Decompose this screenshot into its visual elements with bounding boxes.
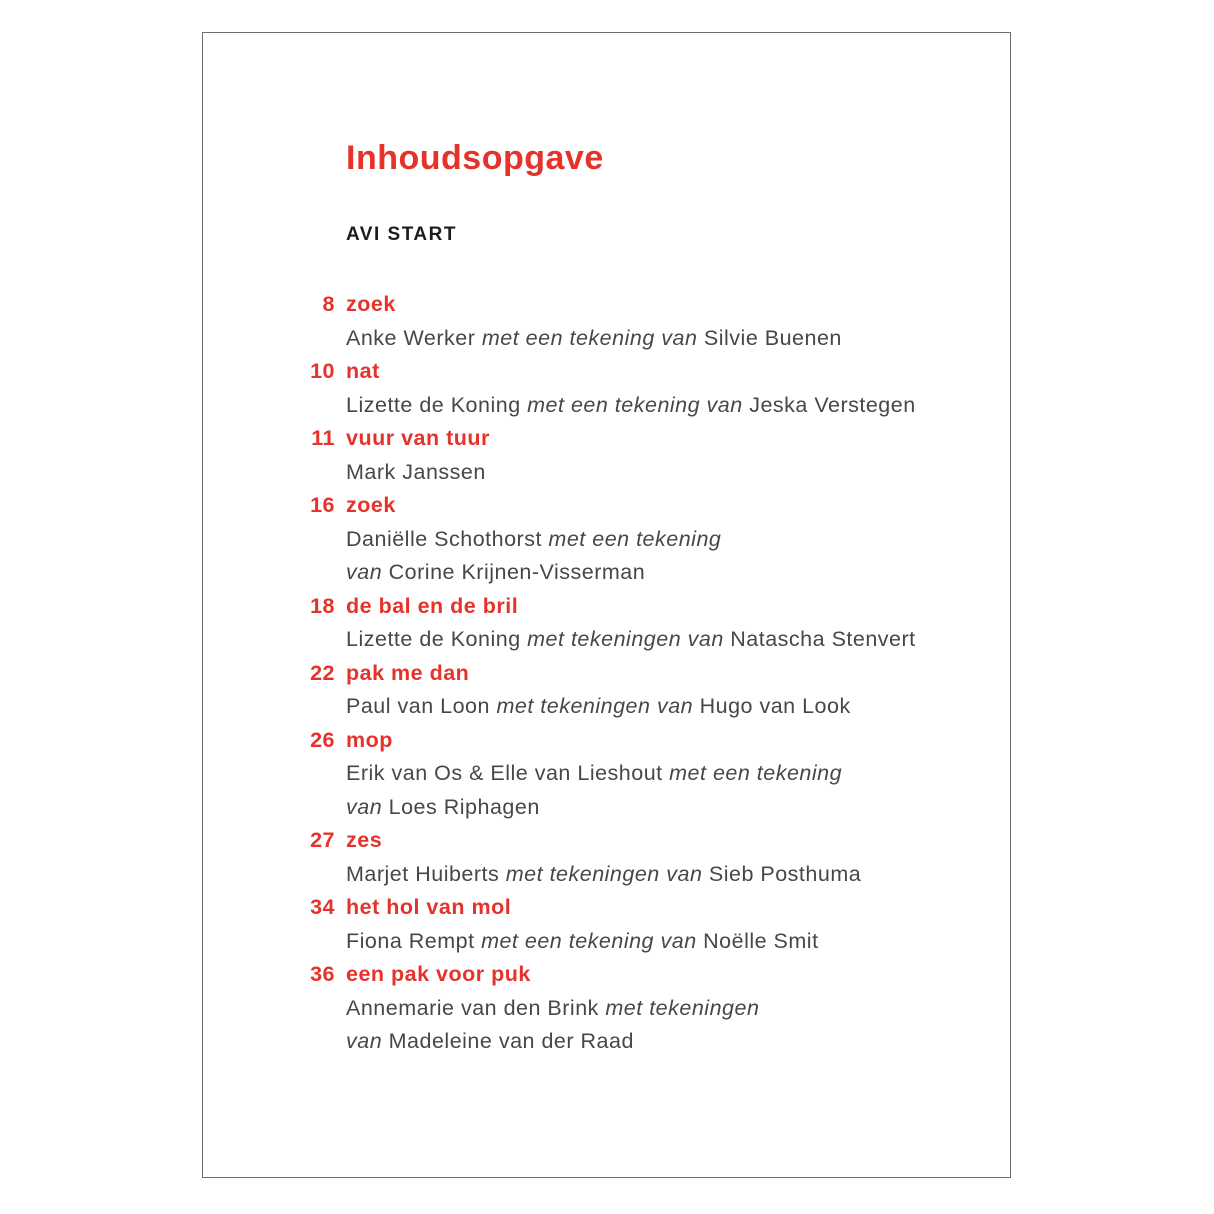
entry-title: pak me dan [346,660,470,685]
credit-name: Lizette de Koning [346,392,528,417]
entry-heading [293,355,970,389]
credit-name: Marjet Huiberts [346,861,506,886]
toc-entry [293,657,970,724]
credit-name: Annemarie van den Brink [346,995,606,1020]
credit-name: Mark Janssen [346,459,486,484]
entry-credit-line [346,322,970,356]
entry-credit-line [346,389,970,423]
entry-page-number: 10 [310,359,335,383]
credit-name: Noëlle Smit [696,928,819,953]
entry-credit-line [346,925,970,959]
credit-phrase-italic: met tekeningen van [527,627,724,651]
entry-title: nat [346,359,380,383]
toc-entry [293,355,970,422]
credit-name: Paul van Loon [346,694,497,718]
entry-page-number: 34 [310,895,335,919]
entry-credit-line [346,757,970,791]
entry-page-number: 11 [311,426,335,450]
toc-entries [293,288,970,1059]
entry-page-number: 26 [310,727,335,752]
entry-credit-line [346,1025,970,1059]
credit-name: Corine Krijnen-Visserman [382,560,646,584]
entry-title: vuur van tuur [346,426,490,450]
credit-phrase-italic: met een tekening [548,526,722,551]
entry-title: het hol van mol [346,895,512,919]
credit-name: Silvie Buenen [697,325,842,350]
entry-heading [293,724,970,758]
credit-phrase-italic: met een tekening van [481,928,697,953]
entry-credit-line [346,791,970,825]
credit-phrase-italic: van [346,1029,383,1053]
entry-title: zoek [346,292,396,316]
page-title: Inhoudsopgave [346,139,604,177]
credit-phrase-italic: met een tekening van [481,325,698,350]
entry-credit-line [346,623,970,657]
entry-page-number: 18 [310,593,335,618]
entry-title: zoek [346,493,396,517]
credit-name: Fiona Rempt [346,928,482,953]
entry-heading [293,288,970,322]
entry-title: een pak voor puk [346,962,531,986]
credit-phrase-italic: met een tekening van [527,392,743,417]
toc-entry [293,489,970,590]
entry-credit-line [346,556,970,590]
toc-entry [293,590,970,657]
credit-phrase-italic: van [346,794,383,819]
credit-name: Loes Riphagen [382,794,540,819]
credit-name: Jeska Verstegen [742,392,916,417]
credit-phrase-italic: met tekeningen van [505,861,703,886]
entry-page-number: 36 [310,962,335,986]
credit-name: Daniëlle Schothorst [346,526,549,551]
credit-phrase-italic: met tekeningen [605,995,760,1020]
entry-heading [293,489,970,523]
toc-entry [293,422,970,489]
toc-entry [293,891,970,958]
credit-phrase-italic: met een tekening [669,761,843,785]
entry-page-number: 22 [310,660,335,685]
credit-name: Sieb Posthuma [702,861,862,886]
credit-phrase-italic: met tekeningen van [496,694,694,718]
credit-name: Lizette de Koning [346,627,528,651]
credit-name: Anke Werker [346,325,482,350]
entry-page-number: 16 [310,493,335,517]
toc-page [202,32,1011,1178]
entry-heading [293,824,970,858]
credit-phrase-italic: van [346,560,383,584]
entry-heading [293,958,970,992]
credit-name: Erik van Os & Elle van Lieshout [346,761,670,785]
toc-entry [293,724,970,825]
entry-heading [293,657,970,691]
entry-credit-line [346,690,970,724]
entry-credit-line [346,456,970,490]
toc-entry [293,824,970,891]
credit-name: Hugo van Look [693,694,851,718]
toc-entry [293,288,970,355]
entry-credit-line [346,992,970,1026]
entry-credit-line [346,858,970,892]
entry-title: zes [346,828,383,852]
entry-page-number: 8 [322,292,335,316]
entry-title: mop [346,727,393,752]
section-heading: AVI START [346,224,457,245]
credit-name: Madeleine van der Raad [382,1029,634,1053]
entry-title: de bal en de bril [346,593,519,618]
credit-name: Natascha Stenvert [723,627,916,651]
toc-entry [293,958,970,1059]
entry-heading [293,590,970,624]
entry-heading [293,891,970,925]
entry-heading [293,422,970,456]
entry-page-number: 27 [310,828,335,852]
entry-credit-line [346,523,970,557]
